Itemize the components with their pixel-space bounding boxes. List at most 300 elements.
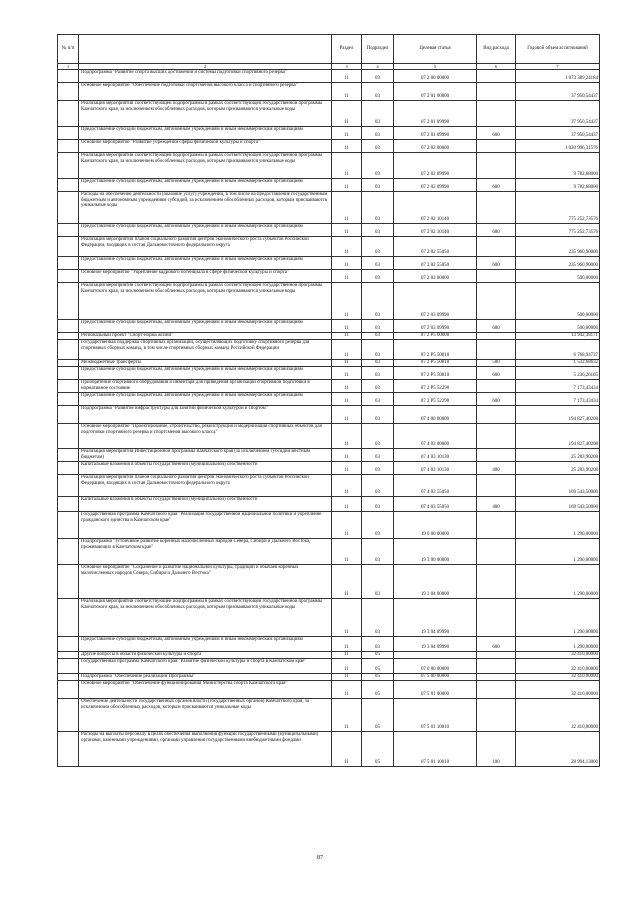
row-subsection-cell: 03	[362, 462, 394, 475]
table-row	[58, 699, 600, 732]
table-row	[58, 539, 600, 565]
header-target-article: Целевая статья	[394, 35, 477, 64]
column-number: 7	[516, 64, 600, 70]
table-row	[58, 674, 600, 681]
header-expense-type: Вид расхода	[477, 35, 516, 64]
row-subsection-cell: 03	[362, 179, 394, 192]
row-section-cell: 11	[332, 637, 362, 652]
row-amount-cell: 169 543,50000	[516, 475, 600, 497]
row-section-cell: 11	[332, 652, 362, 659]
row-name-cell: Региональный проект "Спорт-норма жизни"	[79, 333, 332, 340]
row-amount-cell: 37 950,54437	[516, 127, 600, 140]
row-amount-cell: 194 827,40208	[516, 406, 600, 424]
row-target-article-cell: 07 2 02 10140	[394, 224, 477, 237]
table-row	[58, 512, 600, 539]
row-section-cell: 11	[332, 674, 362, 681]
row-target-article-cell	[394, 652, 477, 659]
row-amount-cell: 32 410,00000	[516, 681, 600, 699]
row-expense-type-cell	[477, 599, 516, 637]
row-amount-cell: 1 290,00000	[516, 539, 600, 565]
row-amount-cell: 169 543,50000	[516, 497, 600, 512]
row-amount-cell: 775 252,73576	[516, 192, 600, 224]
row-name-cell: Основное мероприятие "Развитие учреждений сферы физической культуры и спорта"	[79, 140, 332, 153]
row-section-cell: 11	[332, 475, 362, 497]
row-number-cell	[58, 674, 79, 681]
row-name-cell: Расходы на обеспечение деятельности (оказание услуг) учреждений, в том числе на предоставление государственным бюджетным и автономным учреждениям субсидий, за исключением обособленных расходов, которым присваиваются уникальные коды	[79, 192, 332, 224]
row-amount-cell: 5 236,26105	[516, 367, 600, 380]
row-number-cell	[58, 699, 79, 732]
row-section-cell: 11	[332, 360, 362, 367]
table-row	[58, 659, 600, 674]
row-name-cell: Основное мероприятие "Сохранение и развитие национальной культуры, традиций и обычаев коренных малочисленных народов Севера, Сибири и Дальнего Востока"	[79, 565, 332, 599]
row-section-cell: 11	[332, 333, 362, 340]
table-row	[58, 179, 600, 192]
row-target-article-cell: 19 3 00 00000	[394, 539, 477, 565]
row-expense-type-cell: 600	[477, 224, 516, 237]
row-number-cell	[58, 497, 79, 512]
row-subsection-cell: 05	[362, 674, 394, 681]
row-number-cell	[58, 70, 79, 83]
row-name-cell: Другие вопросы в области физической культуры и спорта	[79, 652, 332, 659]
row-number-cell	[58, 140, 79, 153]
row-expense-type-cell	[477, 512, 516, 539]
row-number-cell	[58, 599, 79, 637]
row-name-cell: Предоставление субсидий бюджетным, автономным учреждениям и иным некоммерческим организациям	[79, 179, 332, 192]
row-number-cell	[58, 179, 79, 192]
row-target-article-cell: 07 2 P5 50810	[394, 360, 477, 367]
row-name-cell: Межбюджетные трансферты	[79, 360, 332, 367]
row-number-cell	[58, 406, 79, 424]
row-target-article-cell: 07 4 03 10130	[394, 462, 477, 475]
row-number-cell	[58, 270, 79, 283]
row-expense-type-cell	[477, 270, 516, 283]
row-number-cell	[58, 637, 79, 652]
row-expense-type-cell: 600	[477, 257, 516, 270]
row-amount-cell: 13 942,38171	[516, 333, 600, 340]
row-number-cell	[58, 449, 79, 462]
row-name-cell: Основное мероприятие "Обеспечение функционирования Министерства спорта Камчатского края"	[79, 681, 332, 699]
row-section-cell: 11	[332, 140, 362, 153]
row-subsection-cell: 03	[362, 380, 394, 393]
row-section-cell: 11	[332, 539, 362, 565]
table-row	[58, 424, 600, 449]
row-expense-type-cell	[477, 539, 516, 565]
row-section-cell: 11	[332, 424, 362, 449]
row-target-article-cell: 07 2 03 09990	[394, 283, 477, 320]
row-expense-type-cell	[477, 699, 516, 732]
row-target-article-cell: 19 3 04 09990	[394, 599, 477, 637]
row-subsection-cell: 05	[362, 681, 394, 699]
row-name-cell: Предоставление субсидий бюджетным, автономным учреждениям и иным некоммерческим организациям	[79, 127, 332, 140]
row-amount-cell: 1 532,68632	[516, 360, 600, 367]
row-section-cell: 11	[332, 127, 362, 140]
row-target-article-cell: 07 2 01 00000	[394, 83, 477, 101]
row-subsection-cell: 03	[362, 340, 394, 360]
row-expense-type-cell	[477, 333, 516, 340]
row-subsection-cell: 03	[362, 565, 394, 599]
row-section-cell: 11	[332, 153, 362, 179]
table-row	[58, 732, 600, 767]
row-target-article-cell: 07 2 02 09990	[394, 179, 477, 192]
column-number: 4	[362, 64, 394, 70]
row-name-cell: Обеспечение деятельности государственных органов власти (государственных органов) Камчатского края, за исключением обособленных расходов, которым присваиваются уникальные коды	[79, 699, 332, 732]
table-row	[58, 153, 600, 179]
row-target-article-cell: 07 2 00 00000	[394, 70, 477, 83]
row-target-article-cell: 07 5 01 00000	[394, 681, 477, 699]
table-row	[58, 192, 600, 224]
page-number: 87	[317, 855, 323, 861]
table-row	[58, 406, 600, 424]
row-name-cell: Подпрограмма "Развитие инфраструктуры для занятий физической культурой и спортом"	[79, 406, 332, 424]
row-amount-cell: 194 827,40208	[516, 424, 600, 449]
row-number-cell	[58, 237, 79, 257]
row-subsection-cell: 03	[362, 270, 394, 283]
row-target-article-cell: 07 4 03 55050	[394, 475, 477, 497]
row-target-article-cell: 07 2 01 09990	[394, 127, 477, 140]
row-subsection-cell: 03	[362, 367, 394, 380]
table-header-row	[58, 35, 600, 64]
budget-table	[57, 34, 600, 767]
row-number-cell	[58, 659, 79, 674]
row-target-article-cell: 07 5 01 10010	[394, 699, 477, 732]
row-subsection-cell: 03	[362, 393, 394, 406]
row-number-cell	[58, 127, 79, 140]
table-row	[58, 599, 600, 637]
table-row	[58, 320, 600, 333]
row-section-cell: 11	[332, 224, 362, 237]
row-section-cell: 11	[332, 101, 362, 127]
row-section-cell: 11	[332, 380, 362, 393]
row-number-cell	[58, 340, 79, 360]
row-number-cell	[58, 257, 79, 270]
row-target-article-cell: 07 2 P5 50810	[394, 367, 477, 380]
row-subsection-cell: 03	[362, 406, 394, 424]
row-number-cell	[58, 652, 79, 659]
row-name-cell: Предоставление субсидий бюджетным, автономным учреждениям и иным некоммерческим организациям	[79, 224, 332, 237]
row-section-cell: 11	[332, 565, 362, 599]
row-expense-type-cell: 500	[477, 360, 516, 367]
table-row	[58, 637, 600, 652]
row-subsection-cell: 03	[362, 257, 394, 270]
table-row	[58, 83, 600, 101]
row-name-cell: Основное мероприятие "Укрепление кадрового потенциала в сфере физической культуры и спорта"	[79, 270, 332, 283]
row-expense-type-cell	[477, 153, 516, 179]
row-section-cell: 11	[332, 512, 362, 539]
row-number-cell	[58, 333, 79, 340]
row-expense-type-cell	[477, 659, 516, 674]
row-subsection-cell: 03	[362, 283, 394, 320]
row-subsection-cell: 03	[362, 424, 394, 449]
row-expense-type-cell	[477, 340, 516, 360]
row-target-article-cell: 07 2 P5 50810	[394, 340, 477, 360]
row-subsection-cell: 05	[362, 732, 394, 767]
table-row	[58, 70, 600, 83]
header-section: Раздел	[332, 35, 362, 64]
row-subsection-cell: 03	[362, 83, 394, 101]
row-amount-cell: 500,00000	[516, 270, 600, 283]
table-row	[58, 380, 600, 393]
row-target-article-cell: 07 2 P5 00000	[394, 333, 477, 340]
row-expense-type-cell	[477, 283, 516, 320]
table-row	[58, 475, 600, 497]
row-name-cell: Реализация мероприятий соответствующей подпрограммы в рамках соответствующей государственной программы Камчатского края, за исключением обособленных расходов, которым присваиваются уникальные коды	[79, 153, 332, 179]
row-amount-cell: 32 410,00000	[516, 652, 600, 659]
row-number-cell	[58, 539, 79, 565]
table-row	[58, 333, 600, 340]
row-name-cell: Предоставление субсидий бюджетным, автономным учреждениям и иным некоммерческим организациям	[79, 367, 332, 380]
row-subsection-cell: 03	[362, 475, 394, 497]
row-amount-cell: 7 173,43434	[516, 380, 600, 393]
table-row	[58, 127, 600, 140]
table-row	[58, 449, 600, 462]
row-expense-type-cell	[477, 449, 516, 462]
row-expense-type-cell	[477, 83, 516, 101]
row-target-article-cell: 07 5 01 10010	[394, 732, 477, 767]
row-name-cell: Предоставление субсидий бюджетным, автономным учреждениям и иным некоммерческим организациям	[79, 637, 332, 652]
row-amount-cell: 235 960,90000	[516, 237, 600, 257]
row-number-cell	[58, 83, 79, 101]
row-name-cell: Расходы на выплаты персоналу в целях обеспечения выполнения функций государственными (муниципальными) органами, казенными учреждениями, органами управления государственными внебюджетными фондами	[79, 732, 332, 767]
table-row	[58, 101, 600, 127]
row-section-cell: 11	[332, 70, 362, 83]
row-amount-cell: 37 950,54437	[516, 101, 600, 127]
row-amount-cell: 32 410,00000	[516, 674, 600, 681]
row-number-cell	[58, 732, 79, 767]
row-number-cell	[58, 393, 79, 406]
row-name-cell: Реализация мероприятий планов социального развития центров экономического роста субъектов Российской Федерации, входящих в состав Дальневосточного федерального округа	[79, 237, 332, 257]
row-amount-cell: 7 173,43434	[516, 393, 600, 406]
row-name-cell: Подпрограмма "Развитие спорта высших достижений и системы подготовки спортивного резерва"	[79, 70, 332, 83]
row-amount-cell: 9 782,68000	[516, 153, 600, 179]
row-section-cell: 11	[332, 681, 362, 699]
column-number: 3	[332, 64, 362, 70]
row-expense-type-cell: 100	[477, 732, 516, 767]
table-row	[58, 360, 600, 367]
row-section-cell: 11	[332, 83, 362, 101]
row-amount-cell: 25 283,90208	[516, 462, 600, 475]
row-target-article-cell: 07 2 P5 52290	[394, 380, 477, 393]
row-amount-cell: 775 252,73576	[516, 224, 600, 237]
row-name-cell: Реализация мероприятий соответствующей подпрограммы в рамках соответствующей государственной программы Камчатского края, за исключением обособленных расходов, которым присваиваются уникальные коды	[79, 283, 332, 320]
row-target-article-cell: 07 2 P5 52290	[394, 393, 477, 406]
row-number-cell	[58, 367, 79, 380]
row-number-cell	[58, 475, 79, 497]
row-subsection-cell: 03	[362, 237, 394, 257]
row-target-article-cell: 07 4 03 55050	[394, 497, 477, 512]
row-name-cell: Основное мероприятие "Обеспечение подготовки спортсменов высокого класса и спортивного резерва"	[79, 83, 332, 101]
row-subsection-cell: 03	[362, 192, 394, 224]
row-target-article-cell: 07 2 02 55050	[394, 257, 477, 270]
table-row	[58, 462, 600, 475]
row-name-cell: Реализация мероприятий соответствующей подпрограммы в рамках соответствующей государственной программы Камчатского края, за исключением обособленных расходов, которым присваиваются уникальные коды	[79, 599, 332, 637]
row-subsection-cell: 03	[362, 70, 394, 83]
row-number-cell	[58, 283, 79, 320]
row-amount-cell: 32 410,00000	[516, 659, 600, 674]
row-amount-cell: 1 290,00000	[516, 637, 600, 652]
row-expense-type-cell	[477, 70, 516, 83]
row-amount-cell: 1 073 389,24184	[516, 70, 600, 83]
row-amount-cell: 1 290,00000	[516, 565, 600, 599]
row-expense-type-cell: 600	[477, 367, 516, 380]
row-name-cell: Приобретение спортивного оборудования и инвентаря для приведения организаций спортивной подготовки в нормативное состояние	[79, 380, 332, 393]
row-name-cell: Реализация мероприятий соответствующей подпрограммы в рамках соответствующей государственной программы Камчатского края, за исключением обособленных расходов, которым присваиваются уникальные коды	[79, 101, 332, 127]
row-subsection-cell: 03	[362, 449, 394, 462]
row-target-article-cell: 07 2 02 10140	[394, 192, 477, 224]
row-subsection-cell: 05	[362, 699, 394, 732]
row-expense-type-cell: 600	[477, 127, 516, 140]
row-number-cell	[58, 681, 79, 699]
row-subsection-cell: 03	[362, 512, 394, 539]
table-row	[58, 270, 600, 283]
row-number-cell	[58, 192, 79, 224]
row-expense-type-cell	[477, 380, 516, 393]
row-subsection-cell: 03	[362, 539, 394, 565]
row-section-cell: 11	[332, 340, 362, 360]
row-expense-type-cell: 600	[477, 320, 516, 333]
row-section-cell: 11	[332, 320, 362, 333]
row-name-cell: Предоставление субсидий бюджетным, автономным учреждениям и иным некоммерческим организациям	[79, 257, 332, 270]
row-target-article-cell: 19 0 00 00000	[394, 512, 477, 539]
row-number-cell	[58, 224, 79, 237]
row-subsection-cell: 03	[362, 320, 394, 333]
row-name-cell: Реализация мероприятий Инвестиционной программы Камчатского края (за исключением субсидий местным бюджетам)	[79, 449, 332, 462]
column-number: 6	[477, 64, 516, 70]
column-number: 5	[394, 64, 477, 70]
row-expense-type-cell	[477, 406, 516, 424]
row-section-cell: 11	[332, 732, 362, 767]
row-expense-type-cell	[477, 475, 516, 497]
row-expense-type-cell: 400	[477, 462, 516, 475]
row-section-cell: 11	[332, 497, 362, 512]
row-target-article-cell: 07 2 03 09990	[394, 320, 477, 333]
table-row	[58, 257, 600, 270]
row-name-cell: Предоставление субсидий бюджетным, автономным учреждениям и иным некоммерческим организациям	[79, 320, 332, 333]
row-target-article-cell: 07 4 03 00000	[394, 424, 477, 449]
budget-table-sheet	[57, 34, 599, 767]
row-section-cell: 11	[332, 270, 362, 283]
row-section-cell: 11	[332, 257, 362, 270]
row-section-cell: 11	[332, 659, 362, 674]
table-row	[58, 340, 600, 360]
row-expense-type-cell	[477, 101, 516, 127]
row-section-cell: 11	[332, 237, 362, 257]
table-body	[58, 70, 600, 767]
row-subsection-cell: 03	[362, 360, 394, 367]
row-number-cell	[58, 380, 79, 393]
header-subsection: Подраздел	[362, 35, 394, 64]
row-name-cell: Капитальные вложения в объекты государственной (муниципальной) собственности	[79, 462, 332, 475]
row-section-cell: 11	[332, 283, 362, 320]
row-section-cell: 11	[332, 699, 362, 732]
row-target-article-cell: 07 2 02 55050	[394, 237, 477, 257]
row-section-cell: 11	[332, 599, 362, 637]
row-subsection-cell: 03	[362, 224, 394, 237]
header-number: № п/п	[58, 35, 79, 64]
row-amount-cell: 235 960,90000	[516, 257, 600, 270]
row-expense-type-cell	[477, 140, 516, 153]
row-amount-cell: 37 950,54437	[516, 83, 600, 101]
row-number-cell	[58, 512, 79, 539]
row-subsection-cell: 03	[362, 153, 394, 179]
row-name-cell: Государственная поддержка спортивных организаций, осуществляющих подготовку спортивного резерва для спортивных сборных команд, в том числе спортивных сборных команд Российской Федерации	[79, 340, 332, 360]
table-row	[58, 367, 600, 380]
row-target-article-cell: 07 5 00 00000	[394, 674, 477, 681]
row-name-cell: Капитальные вложения в объекты государственной (муниципальной) собственности	[79, 497, 332, 512]
row-number-cell	[58, 424, 79, 449]
row-amount-cell: 1 290,00000	[516, 599, 600, 637]
table-row	[58, 224, 600, 237]
row-amount-cell: 6 768,94737	[516, 340, 600, 360]
row-expense-type-cell: 600	[477, 393, 516, 406]
header-annual-amount: Годовой объем ассигнований	[516, 35, 600, 64]
row-amount-cell: 32 410,00000	[516, 699, 600, 732]
row-expense-type-cell	[477, 237, 516, 257]
row-section-cell: 11	[332, 449, 362, 462]
row-target-article-cell: 07 2 03 00000	[394, 270, 477, 283]
row-number-cell	[58, 101, 79, 127]
row-subsection-cell: 03	[362, 637, 394, 652]
row-subsection-cell: 03	[362, 140, 394, 153]
table-row	[58, 140, 600, 153]
row-subsection-cell: 03	[362, 101, 394, 127]
row-subsection-cell: 03	[362, 497, 394, 512]
row-target-article-cell: 07 2 02 00000	[394, 140, 477, 153]
row-expense-type-cell: 400	[477, 497, 516, 512]
row-name-cell: Подпрограмма "Обеспечение реализации Программы"	[79, 674, 332, 681]
header-name	[79, 35, 332, 64]
column-number: 2	[79, 64, 332, 70]
row-section-cell: 11	[332, 406, 362, 424]
row-target-article-cell: 07 4 00 00000	[394, 406, 477, 424]
row-amount-cell: 25 283,90208	[516, 449, 600, 462]
row-target-article-cell: 07 4 03 10130	[394, 449, 477, 462]
table-row	[58, 283, 600, 320]
row-target-article-cell: 19 3 04 00000	[394, 565, 477, 599]
row-amount-cell: 500,00000	[516, 283, 600, 320]
row-amount-cell: 1 020 996,31576	[516, 140, 600, 153]
row-expense-type-cell: 600	[477, 637, 516, 652]
table-row	[58, 681, 600, 699]
row-amount-cell: 500,00000	[516, 320, 600, 333]
row-expense-type-cell: 600	[477, 179, 516, 192]
row-expense-type-cell	[477, 681, 516, 699]
row-subsection-cell: 03	[362, 599, 394, 637]
row-target-article-cell: 07 2 01 09990	[394, 101, 477, 127]
row-expense-type-cell	[477, 424, 516, 449]
row-amount-cell: 1 290,00000	[516, 512, 600, 539]
row-number-cell	[58, 320, 79, 333]
row-section-cell: 11	[332, 367, 362, 380]
row-target-article-cell: 07 2 02 09990	[394, 153, 477, 179]
row-section-cell: 11	[332, 462, 362, 475]
row-expense-type-cell	[477, 674, 516, 681]
row-subsection-cell: 03	[362, 333, 394, 340]
row-name-cell: Государственная программа Камчатского края "Развитие физической культуры и спорта в Камчатском крае"	[79, 659, 332, 674]
row-subsection-cell: 05	[362, 652, 394, 659]
row-subsection-cell: 03	[362, 127, 394, 140]
row-name-cell: Предоставление субсидий бюджетным, автономным учреждениям и иным некоммерческим организациям	[79, 393, 332, 406]
row-number-cell	[58, 462, 79, 475]
row-target-article-cell: 07 0 00 00000	[394, 659, 477, 674]
row-number-cell	[58, 153, 79, 179]
row-subsection-cell: 05	[362, 659, 394, 674]
row-target-article-cell: 19 3 04 09990	[394, 637, 477, 652]
row-number-cell	[58, 565, 79, 599]
row-amount-cell: 28 994,13000	[516, 732, 600, 767]
row-name-cell: Реализация мероприятий планов социального развития центров экономического роста субъектов Российской Федерации, входящих в состав Дальневосточного федерального округа	[79, 475, 332, 497]
row-name-cell: Основное мероприятие "Проектирование, строительство, реконструкция и модернизация спортивных объектов для подготовки спортивного резерва и спортсменов высокого класса"	[79, 424, 332, 449]
row-section-cell: 11	[332, 192, 362, 224]
